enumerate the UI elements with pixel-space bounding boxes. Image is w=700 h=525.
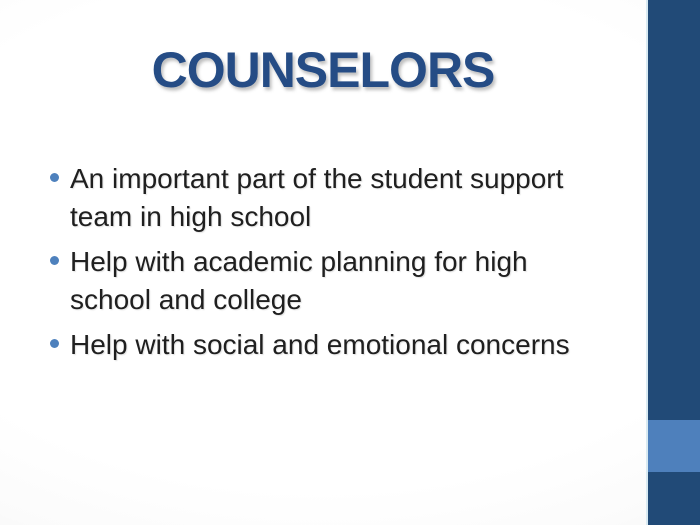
bullet-text: An important part of the student support team in high school — [70, 163, 564, 232]
right-accent-bar — [646, 0, 700, 525]
bullet-text: Help with academic planning for high school and college — [70, 246, 528, 315]
bullet-list — [50, 160, 615, 371]
bullet-dot-icon — [50, 173, 59, 182]
bullet-dot-icon — [50, 339, 59, 348]
bullet-dot-icon — [50, 256, 59, 265]
bullet-item — [50, 326, 615, 364]
bullet-item — [50, 160, 615, 236]
bullet-text: Help with social and emotional concerns — [70, 329, 570, 360]
bullet-item — [50, 243, 615, 319]
sidebar-accent-band — [648, 420, 700, 472]
slide-title: COUNSELORS — [151, 42, 495, 98]
